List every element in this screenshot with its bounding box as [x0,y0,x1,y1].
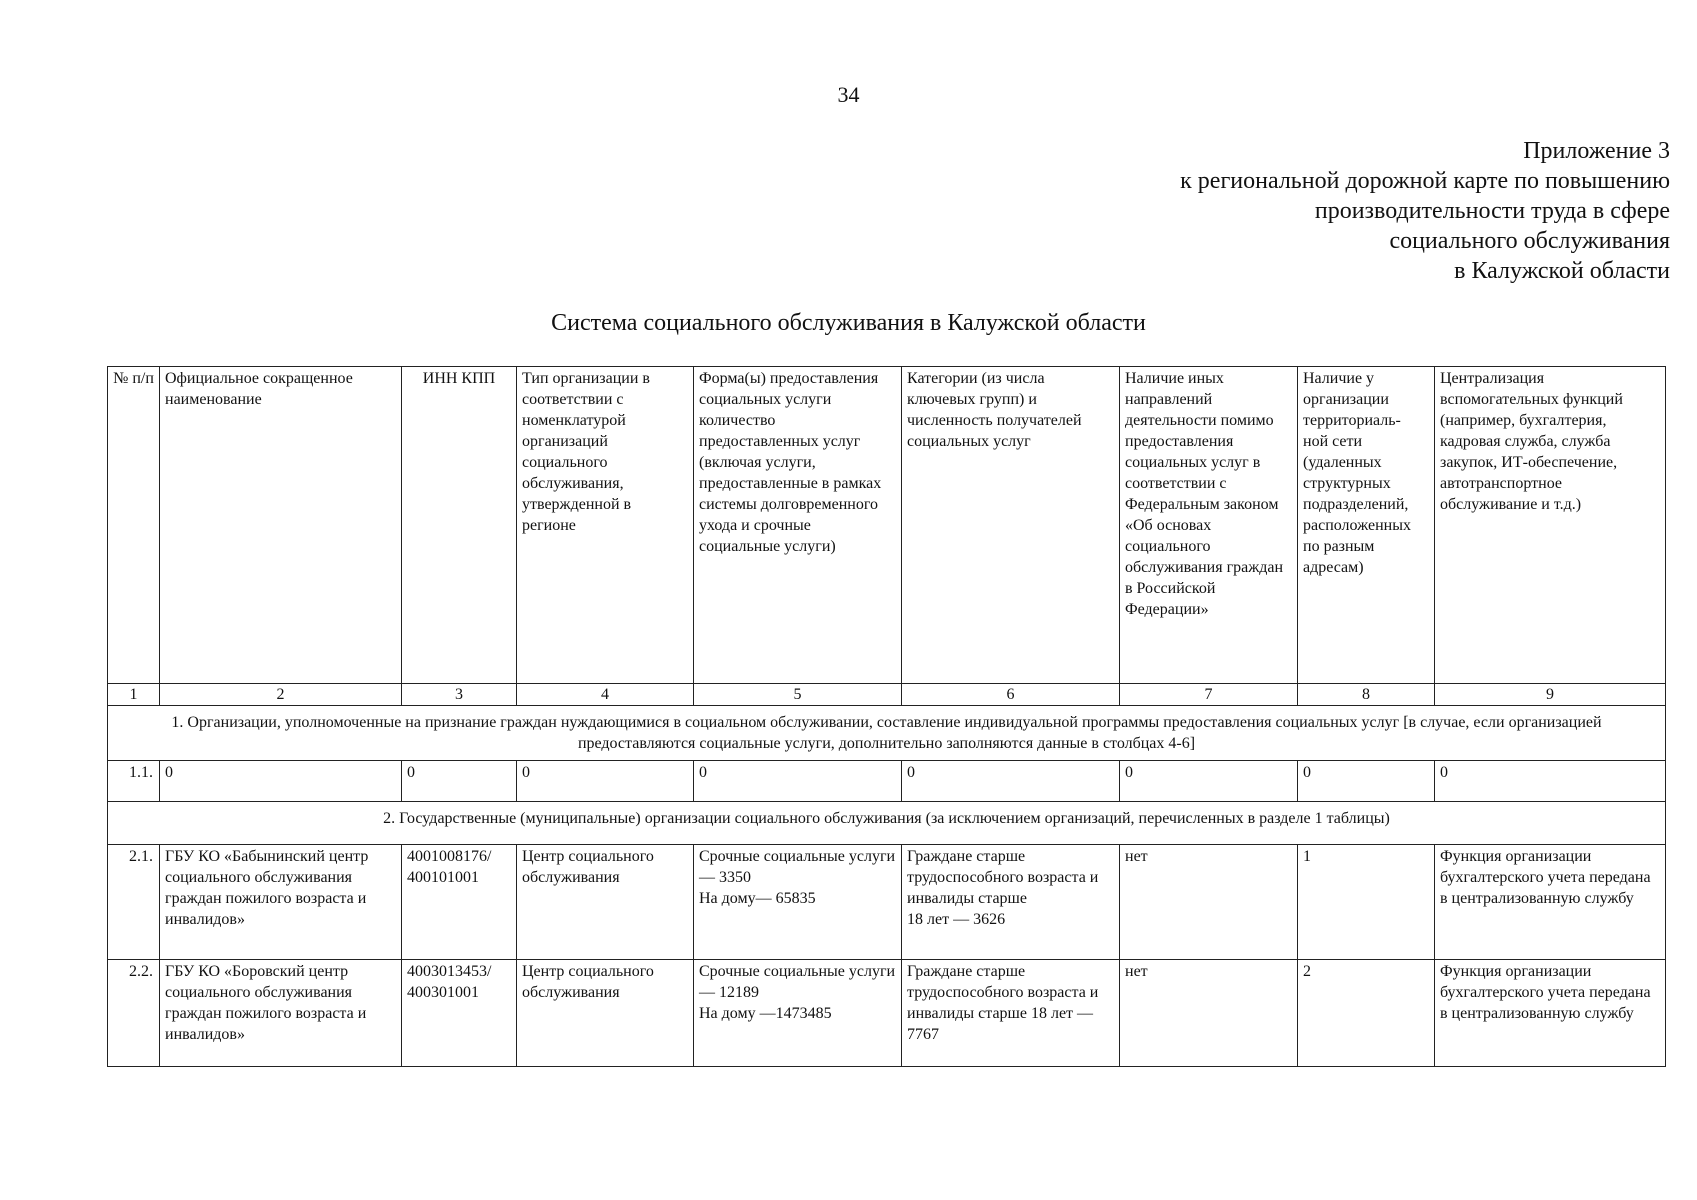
cell-inn-kpp: 4003013453/ 400301001 [402,960,517,1067]
cell-type: Центр социального обслуживания [517,845,694,960]
cell-other-activity: нет [1120,960,1298,1067]
column-number-row [108,684,1666,706]
cell-centralization: 0 [1435,761,1666,802]
table-row [108,845,1666,960]
cell-network: 0 [1298,761,1435,802]
social-services-table [107,366,1666,1067]
column-number: 6 [902,684,1120,706]
cell-inn-kpp: 4001008176/ 400101001 [402,845,517,960]
column-number: 4 [517,684,694,706]
header-cell-network: Наличие у организации территориаль- ной сети (удаленных структурных подразделений, расположенных по разным адресам) [1298,367,1435,684]
column-number: 1 [108,684,160,706]
appendix-block [1180,136,1670,286]
section-1-heading: 1. Организации, уполномоченные на признание граждан нуждающимися в социальном обслуживании, составление индивидуальной программы предоставления социальных услуг [в случае, если организацией предоставляются социальные услуги, дополнительно заполняются данные в столбцах 4-6] [108,706,1666,761]
appendix-line: Приложение 3 [1523,138,1670,164]
cell-inn-kpp: 0 [402,761,517,802]
categories-line: Граждане старше трудоспособного возраста и инвалиды старше [907,848,1099,907]
row-number: 2.1. [108,845,160,960]
cell-network: 1 [1298,845,1435,960]
cell-other-activity: 0 [1120,761,1298,802]
header-cell-other-activity: Наличие иных направлений деятельности помимо предоставления социальных услуг в соответствии с Федеральным законом «Об основах социального обслуживания граждан в Российской Федерации» [1120,367,1298,684]
column-number: 3 [402,684,517,706]
appendix-line: к региональной дорожной карте по повышению [1180,168,1670,194]
section-2-heading: 2. Государственные (муниципальные) организации социального обслуживания (за исключением организаций, перечисленных в разделе 1 таблицы) [108,802,1666,845]
section-2-row [108,802,1666,845]
column-number: 8 [1298,684,1435,706]
section-1-row [108,706,1666,761]
header-row [108,367,1666,684]
header-cell-num: № п/п [108,367,160,684]
cell-other-activity: нет [1120,845,1298,960]
column-number: 7 [1120,684,1298,706]
header-cell-forms: Форма(ы) предоставления социальных услуги количество предоставленных услуг (включая услуги, предоставленные в рамках системы долговременного ухода и срочные социальные услуги) [694,367,902,684]
cell-categories: 0 [902,761,1120,802]
appendix-line: социального обслуживания [1389,228,1670,254]
cell-type: 0 [517,761,694,802]
forms-line: На дому— 65835 [699,890,816,907]
cell-forms: 0 [694,761,902,802]
categories-line: 18 лет — 3626 [907,911,1006,928]
header-cell-inn-kpp: ИНН КПП [402,367,517,684]
column-number: 2 [160,684,402,706]
cell-forms [694,845,902,960]
cell-network: 2 [1298,960,1435,1067]
document-title: Система социального обслуживания в Калужской области [551,310,1146,336]
cell-categories [902,845,1120,960]
forms-line: На дому —1473485 [699,1005,832,1022]
table-row [108,960,1666,1067]
column-number: 5 [694,684,902,706]
table-row [108,761,1666,802]
page-number: 34 [837,82,860,107]
cell-name: ГБУ КО «Бабынинский центр социального обслуживания граждан пожилого возраста и инвалидов» [160,845,402,960]
header-cell-centralization: Централизация вспомогательных функций (например, бухгалтерия, кадровая служба, служба закупок, ИТ-обеспечение, автотранспортное обслуживание и т.д.) [1435,367,1666,684]
header-cell-type: Тип организации в соответствии с номенклатурой организаций социального обслуживания, утвержденной в регионе [517,367,694,684]
cell-forms [694,960,902,1067]
column-number: 9 [1435,684,1666,706]
appendix-line: производительности труда в сфере [1314,198,1670,224]
header-cell-name: Официальное сокращенное наименование [160,367,402,684]
header-cell-categories: Категории (из числа ключевых групп) и численность получателей социальных услуг [902,367,1120,684]
row-number: 2.2. [108,960,160,1067]
forms-line: Срочные социальные услуги — 12189 [699,963,896,1001]
row-number: 1.1. [108,761,160,802]
appendix-line: в Калужской области [1454,258,1670,284]
cell-categories: Граждане старше трудоспособного возраста и инвалиды старше 18 лет —7767 [902,960,1120,1067]
cell-centralization: Функция организации бухгалтерского учета передана в централизованную службу [1435,845,1666,960]
forms-line: Срочные социальные услуги — 3350 [699,848,896,886]
cell-centralization: Функция организации бухгалтерского учета передана в централизованную службу [1435,960,1666,1067]
cell-type: Центр социального обслуживания [517,960,694,1067]
cell-name: 0 [160,761,402,802]
cell-name: ГБУ КО «Боровский центр социального обслуживания граждан пожилого возраста и инвалидов» [160,960,402,1067]
